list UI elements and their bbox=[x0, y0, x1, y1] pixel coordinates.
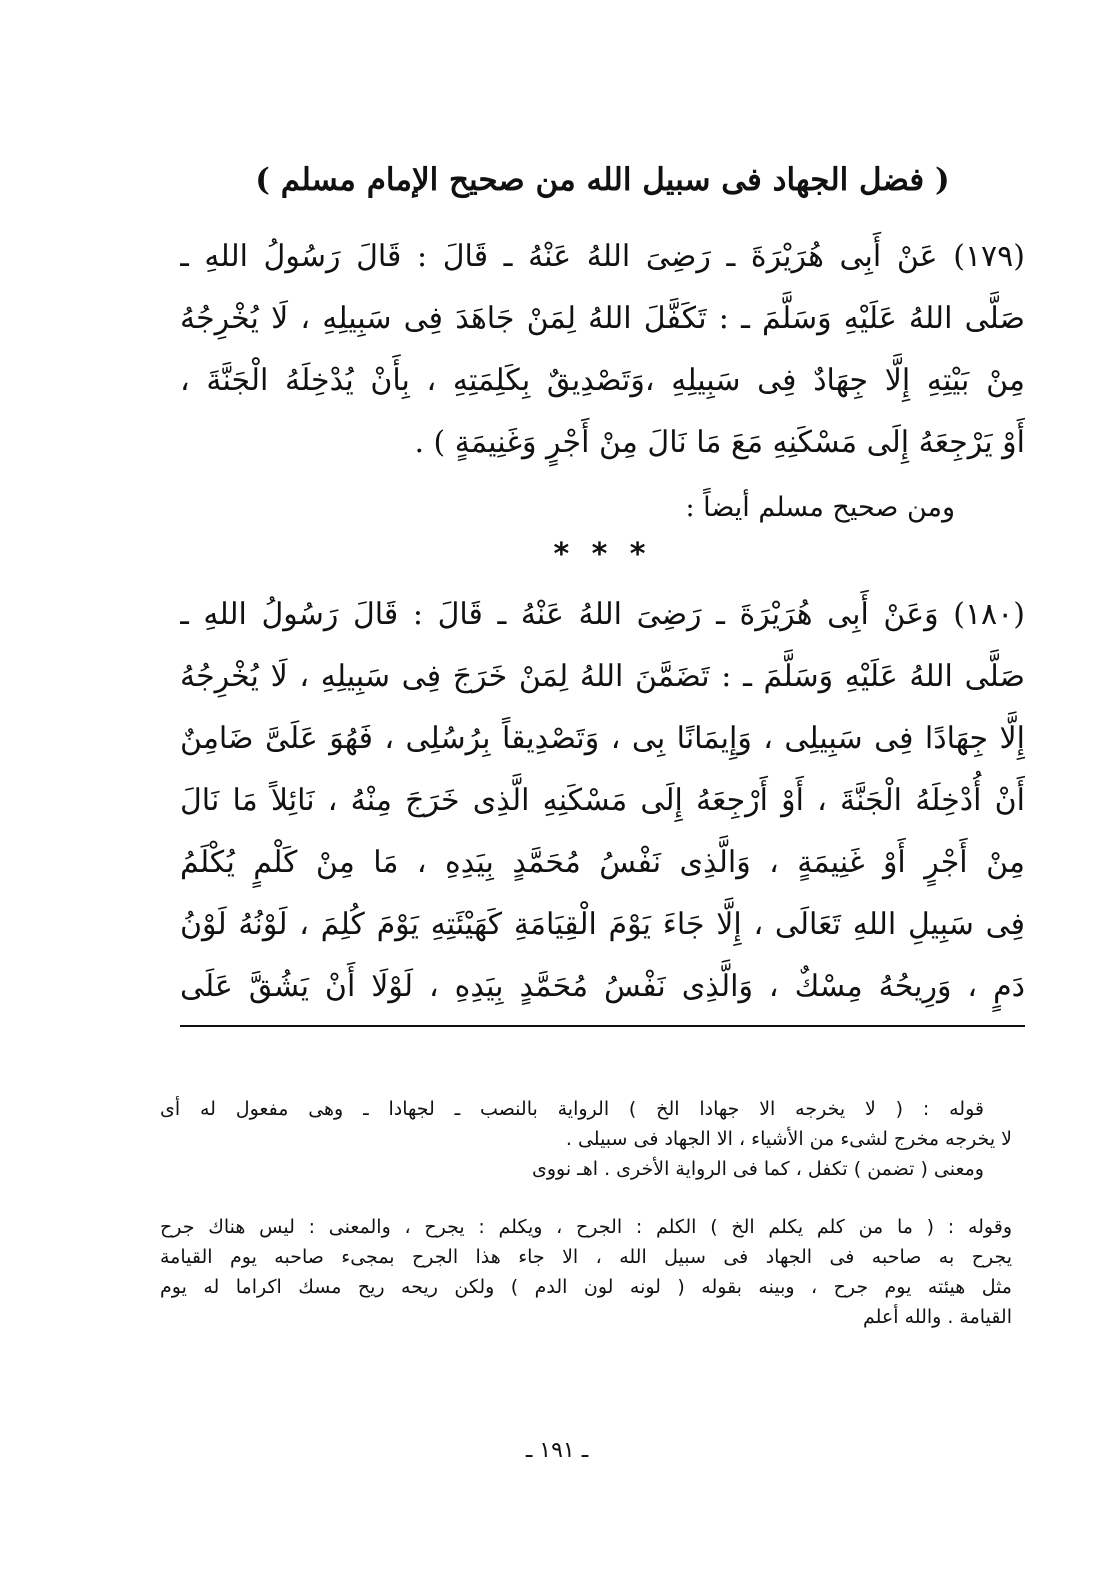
footnote-line: قوله : ( لا يخرجه الا جهادا الخ ) الرواية بالنصب ـ لجهادا ـ وهى مفعول له أى bbox=[160, 1098, 984, 1120]
section-separator: * * * bbox=[553, 537, 652, 572]
transition-note: ومن صحيح مسلم أيضاً : bbox=[685, 492, 955, 523]
footnote-line: وقوله : ( ما من كلم يكلم الخ ) الكلم : الجرح ، ويكلم : يجرح ، والمعنى : ليس هناك جرح bbox=[160, 1216, 1012, 1238]
footnote-divider bbox=[180, 1025, 1025, 1027]
hadith-179-line: مِنْ بَيْتِهِ إِلَّا جِهَادٌ فِى سَبِيلِهِ ،وَتَصْدِيقٌ بِكَلِمَتِهِ ، بِأَنْ يُدْخِلَهُ الْجَنَّةَ ، bbox=[180, 363, 1025, 398]
hadith-179-line: صَلَّى اللهُ عَلَيْهِ وَسَلَّمَ ـ : تَكَفَّلَ اللهُ لِمَنْ جَاهَدَ فِى سَبِيلِهِ ، لَا يُخْرِجُهُ bbox=[180, 301, 1025, 336]
hadith-180-line: مِنْ أَجْرٍ أَوْ غَنِيمَةٍ ، وَالَّذِى نَفْسُ مُحَمَّدٍ بِيَدِهِ ، مَا مِنْ كَلْمٍ يُكْلَمُ bbox=[180, 845, 1025, 880]
page-title: ( فضل الجهاد فى سبيل الله من صحيح الإمام مسلم ) bbox=[255, 162, 950, 198]
hadith-180-line: (١٨٠) وَعَنْ أَبِى هُرَيْرَةَ ـ رَضِىَ اللهُ عَنْهُ ـ قَالَ : قَالَ رَسُولُ اللهِ ـ bbox=[180, 597, 1025, 632]
hadith-180-line: صَلَّى اللهُ عَلَيْهِ وَسَلَّمَ ـ : تَضَمَّنَ اللهُ لِمَنْ خَرَجَ فِى سَبِيلِهِ ، لَا يُخْرِجُهُ bbox=[180, 659, 1025, 694]
hadith-179-line: أَوْ يَرْجِعَهُ إِلَى مَسْكَنِهِ مَعَ مَا نَالَ مِنْ أَجْرٍ وَغَنِيمَةٍ ) . bbox=[414, 425, 1025, 460]
hadith-180-line: إِلَّا جِهَادًا فِى سَبِيلِى ، وَإِيمَانًا بِى ، وَتَصْدِيقاً بِرُسُلِى ، فَهُوَ عَلَىَّ ضَامِنٌ bbox=[180, 721, 1025, 756]
page-number: ـ ١٩١ ـ bbox=[525, 1438, 589, 1463]
hadith-180-line: فِى سَبِيلِ اللهِ تَعَالَى ، إِلَّا جَاءَ يَوْمَ الْقِيَامَةِ كَهَيْئَتِهِ يَوْمَ كُلِمَ ، لَوْنُهُ لَوْنُ bbox=[180, 907, 1025, 942]
footnote-line: ومعنى ( تضمن ) تكفل ، كما فى الرواية الأخرى . اهـ نووى bbox=[531, 1158, 984, 1180]
footnote-line: القيامة . والله أعلم bbox=[863, 1306, 1012, 1328]
hadith-179-line: (١٧٩) عَنْ أَبِى هُرَيْرَةَ ـ رَضِىَ اللهُ عَنْهُ ـ قَالَ : قَالَ رَسُولُ اللهِ ـ bbox=[180, 239, 1025, 274]
footnote-line: يجرح به صاحبه فى الجهاد فى سبيل الله ، الا جاء هذا الجرح بمجىء صاحبه يوم القيامة bbox=[160, 1246, 1012, 1268]
hadith-180-line: أَنْ أُدْخِلَهُ الْجَنَّةَ ، أَوْ أَرْجِعَهُ إِلَى مَسْكَنِهِ الَّذِى خَرَجَ مِنْهُ ، نَائِلاً مَا نَالَ bbox=[180, 783, 1025, 818]
footnote-line: مثل هيئته يوم جرح ، وبينه بقوله ( لونه لون الدم ) ولكن ريحه ريح مسك اكراما له يوم bbox=[160, 1276, 1012, 1298]
hadith-180-line: دَمٍ ، وَرِيحُهُ مِسْكٌ ، وَالَّذِى نَفْسُ مُحَمَّدٍ بِيَدِهِ ، لَوْلَا أَنْ يَشُقَّ عَلَى bbox=[180, 969, 1025, 1004]
footnote-line: لا يخرجه مخرج لشىء من الأشياء ، الا الجهاد فى سبيلى . bbox=[565, 1128, 1012, 1150]
